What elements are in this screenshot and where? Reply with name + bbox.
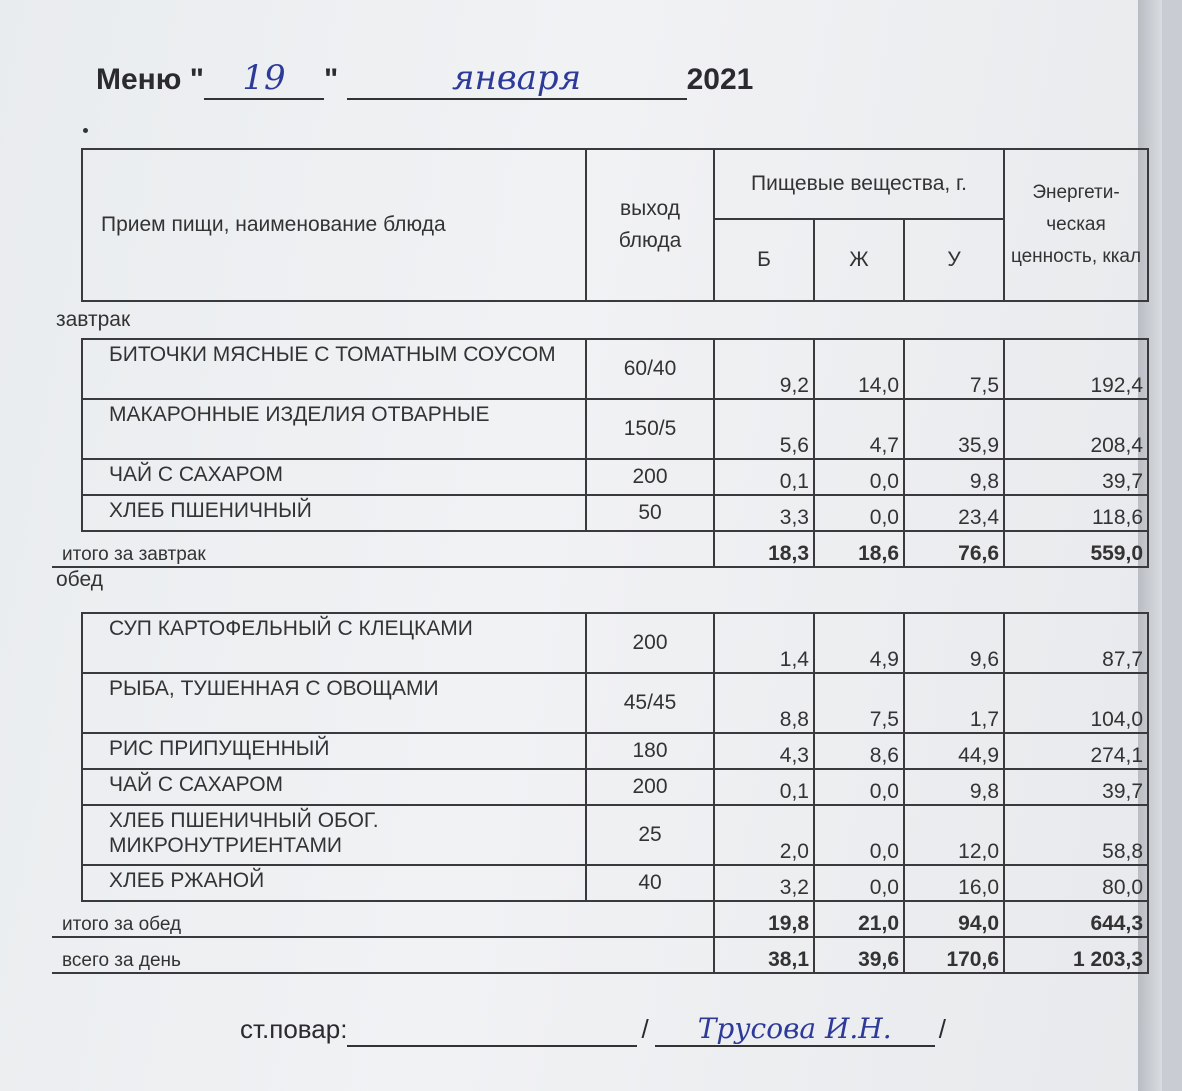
value-kcal: 274,1 xyxy=(1004,733,1148,769)
dish-name: РЫБА, ТУШЕННАЯ С ОВОЩАМИ xyxy=(82,673,586,733)
dish-name: МАКАРОННЫЕ ИЗДЕЛИЯ ОТВАРНЫЕ xyxy=(82,399,586,459)
dish-output: 180 xyxy=(586,733,714,769)
total-b: 18,3 xyxy=(714,531,814,567)
total-b: 19,8 xyxy=(714,901,814,937)
table-row xyxy=(52,613,1148,673)
total-kcal: 644,3 xyxy=(1004,901,1148,937)
dish-name: ХЛЕБ РЖАНОЙ xyxy=(82,865,586,901)
signature-separator-end: / xyxy=(938,1014,946,1044)
dish-name: СУП КАРТОФЕЛЬНЫЙ С КЛЕЦКАМИ xyxy=(82,613,586,673)
value-kcal: 104,0 xyxy=(1004,673,1148,733)
table-row xyxy=(52,339,1148,399)
total-label: всего за день xyxy=(52,937,714,973)
value-zh: 0,0 xyxy=(814,495,904,531)
value-b: 3,3 xyxy=(714,495,814,531)
dish-name: ХЛЕБ ПШЕНИЧНЫЙ xyxy=(82,495,586,531)
quote-close: " xyxy=(324,63,339,96)
signature-blank xyxy=(347,1014,637,1047)
dish-output: 45/45 xyxy=(586,673,714,733)
value-b: 0,1 xyxy=(714,459,814,495)
value-u: 35,9 xyxy=(904,399,1004,459)
year: 2021 xyxy=(686,63,754,96)
name-blank xyxy=(655,1012,935,1047)
dish-output: 200 xyxy=(586,459,714,495)
section-label: завтрак xyxy=(56,308,131,331)
table-row xyxy=(52,673,1148,733)
value-zh: 7,5 xyxy=(814,673,904,733)
value-u: 1,7 xyxy=(904,673,1004,733)
value-zh: 0,0 xyxy=(814,769,904,805)
value-kcal: 39,7 xyxy=(1004,769,1148,805)
total-label: итого за обед xyxy=(52,901,714,937)
dot-mark xyxy=(83,128,88,133)
total-label: итого за завтрак xyxy=(52,531,714,567)
value-zh: 0,0 xyxy=(814,459,904,495)
day-handwritten: 19 xyxy=(242,58,286,98)
value-u: 44,9 xyxy=(904,733,1004,769)
row-spacer xyxy=(52,459,82,495)
table-row xyxy=(52,733,1148,769)
value-kcal: 58,8 xyxy=(1004,805,1148,865)
value-u: 9,6 xyxy=(904,613,1004,673)
menu-table xyxy=(52,148,1149,974)
dish-output: 150/5 xyxy=(586,399,714,459)
header-output: выход блюда xyxy=(586,149,714,301)
row-spacer xyxy=(52,805,82,865)
row-spacer xyxy=(52,613,82,673)
total-zh: 18,6 xyxy=(814,531,904,567)
value-zh: 0,0 xyxy=(814,805,904,865)
value-b: 3,2 xyxy=(714,865,814,901)
table-row xyxy=(52,805,1148,865)
dish-name: ХЛЕБ ПШЕНИЧНЫЙ ОБОГ. МИКРОНУТРИЕНТАМИ xyxy=(82,805,586,865)
menu-label: Меню xyxy=(96,63,182,96)
total-u: 76,6 xyxy=(904,531,1004,567)
total-kcal: 559,0 xyxy=(1004,531,1148,567)
total-zh: 39,6 xyxy=(814,937,904,973)
total-day-row xyxy=(52,937,1148,973)
signature-label: ст.повар: xyxy=(240,1014,348,1044)
value-b: 1,4 xyxy=(714,613,814,673)
table-header-row xyxy=(52,149,1148,219)
section-label: обед xyxy=(56,568,103,591)
row-spacer xyxy=(52,769,82,805)
day-blank xyxy=(204,58,324,100)
header-energy: Энергети-ческая ценность, ккал xyxy=(1004,149,1148,301)
row-spacer xyxy=(52,865,82,901)
dish-output: 200 xyxy=(586,613,714,673)
dish-name: ЧАЙ С САХАРОМ xyxy=(82,769,586,805)
signature-separator: / xyxy=(641,1014,649,1044)
value-zh: 0,0 xyxy=(814,865,904,901)
menu-title xyxy=(96,58,753,100)
value-u: 9,8 xyxy=(904,459,1004,495)
signature-line xyxy=(240,1012,946,1047)
section-lunch xyxy=(52,567,1148,613)
value-kcal: 192,4 xyxy=(1004,339,1148,399)
value-zh: 14,0 xyxy=(814,339,904,399)
value-b: 2,0 xyxy=(714,805,814,865)
table-row xyxy=(52,865,1148,901)
value-kcal: 118,6 xyxy=(1004,495,1148,531)
row-spacer xyxy=(52,733,82,769)
table-row xyxy=(52,769,1148,805)
dish-output: 25 xyxy=(586,805,714,865)
value-kcal: 39,7 xyxy=(1004,459,1148,495)
table-row xyxy=(52,459,1148,495)
value-u: 9,8 xyxy=(904,769,1004,805)
section-breakfast xyxy=(52,301,1148,339)
quote-open: " xyxy=(189,63,204,96)
table-row xyxy=(52,399,1148,459)
dish-output: 200 xyxy=(586,769,714,805)
row-spacer xyxy=(52,495,82,531)
row-spacer xyxy=(52,673,82,733)
dish-name: ЧАЙ С САХАРОМ xyxy=(82,459,586,495)
header-meal: Прием пищи, наименование блюда xyxy=(82,149,586,301)
value-u: 12,0 xyxy=(904,805,1004,865)
header-nutrients: Пищевые вещества, г. xyxy=(714,149,1004,219)
total-b: 38,1 xyxy=(714,937,814,973)
header-zh: Ж xyxy=(814,219,904,301)
value-zh: 8,6 xyxy=(814,733,904,769)
header-b: Б xyxy=(714,219,814,301)
month-handwritten: января xyxy=(451,58,582,98)
value-u: 7,5 xyxy=(904,339,1004,399)
dish-output: 40 xyxy=(586,865,714,901)
header-u: У xyxy=(904,219,1004,301)
value-b: 4,3 xyxy=(714,733,814,769)
value-kcal: 87,7 xyxy=(1004,613,1148,673)
row-spacer xyxy=(52,399,82,459)
signer-name-handwritten: Трусова И.Н. xyxy=(697,1012,892,1045)
month-blank xyxy=(347,58,687,100)
total-zh: 21,0 xyxy=(814,901,904,937)
value-u: 16,0 xyxy=(904,865,1004,901)
value-kcal: 208,4 xyxy=(1004,399,1148,459)
total-kcal: 1 203,3 xyxy=(1004,937,1148,973)
table-row xyxy=(52,495,1148,531)
row-spacer xyxy=(52,339,82,399)
value-zh: 4,7 xyxy=(814,399,904,459)
value-b: 9,2 xyxy=(714,339,814,399)
total-breakfast-row xyxy=(52,531,1148,567)
dish-output: 50 xyxy=(586,495,714,531)
total-lunch-row xyxy=(52,901,1148,937)
value-u: 23,4 xyxy=(904,495,1004,531)
value-kcal: 80,0 xyxy=(1004,865,1148,901)
value-b: 0,1 xyxy=(714,769,814,805)
value-b: 5,6 xyxy=(714,399,814,459)
value-zh: 4,9 xyxy=(814,613,904,673)
dish-name: РИС ПРИПУЩЕННЫЙ xyxy=(82,733,586,769)
total-u: 170,6 xyxy=(904,937,1004,973)
value-b: 8,8 xyxy=(714,673,814,733)
dish-output: 60/40 xyxy=(586,339,714,399)
dish-name: БИТОЧКИ МЯСНЫЕ С ТОМАТНЫМ СОУСОМ xyxy=(82,339,586,399)
total-u: 94,0 xyxy=(904,901,1004,937)
